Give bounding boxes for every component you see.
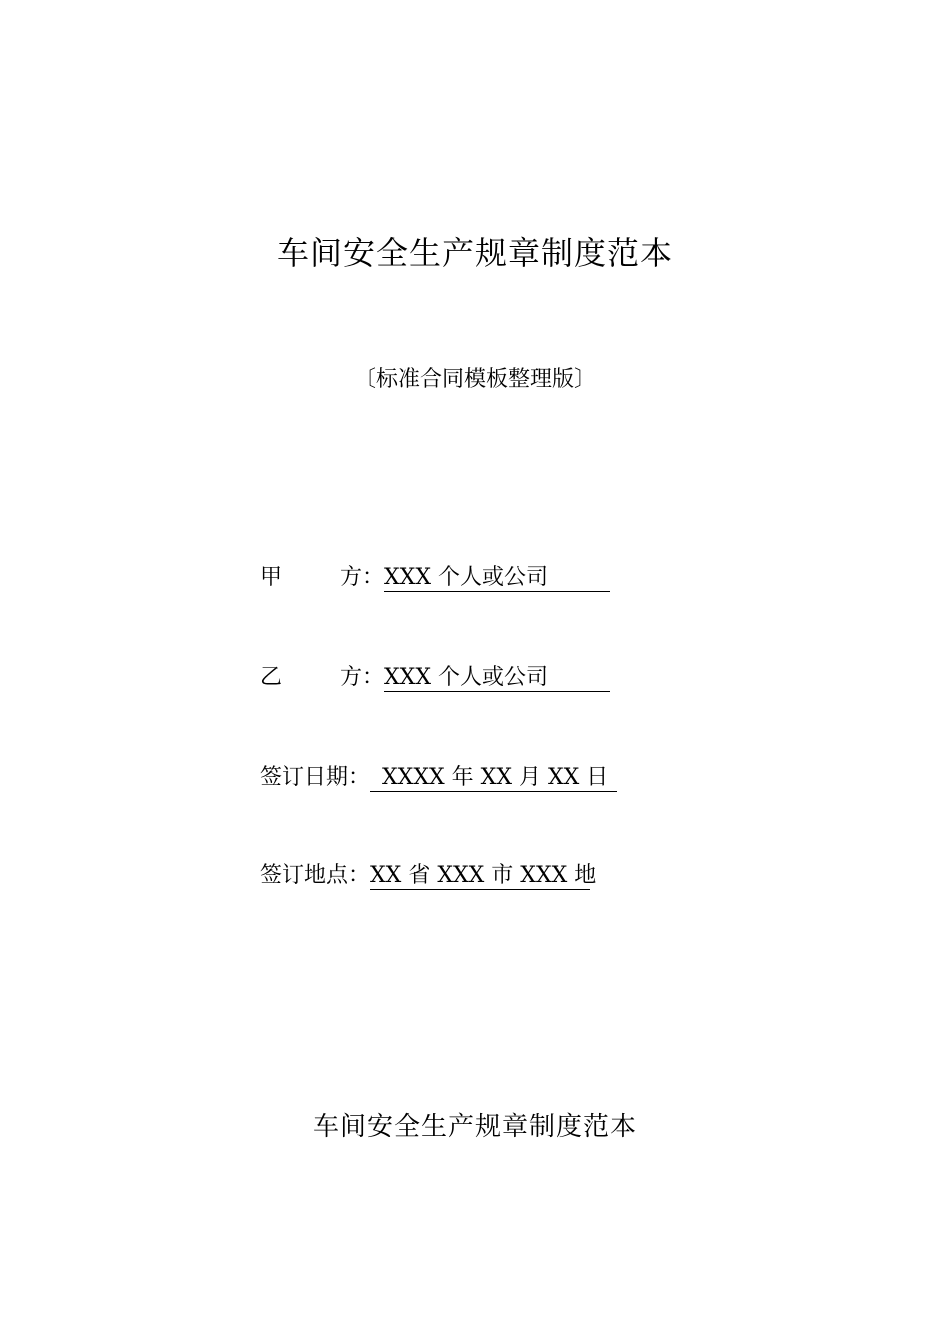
party-b-label-suffix: 方：	[340, 665, 385, 690]
document-subtitle: 〔标准合同模板整理版〕	[353, 367, 596, 392]
party-a-value[interactable]: XXX 个人或公司	[384, 565, 610, 592]
sign-place-field	[260, 858, 597, 890]
party-a-field	[260, 560, 610, 592]
footer-title: 车间安全生产规章制度范本	[312, 1112, 637, 1142]
sign-date-field	[260, 760, 617, 792]
sign-date-label: 签订日期：	[260, 765, 371, 790]
party-b-label: 乙	[260, 665, 283, 690]
sign-place-label: 签订地点：	[260, 863, 371, 888]
party-b-value[interactable]: XXX 个人或公司	[384, 665, 610, 692]
sign-date-value[interactable]: XXXX 年 XX 月 XX 日	[370, 765, 617, 792]
party-b-field	[260, 660, 610, 692]
party-a-label-suffix: 方：	[340, 565, 385, 590]
document-title: 车间安全生产规章制度范本	[276, 234, 673, 272]
sign-place-value[interactable]: XX 省 XXX 市 XXX 地	[370, 863, 597, 888]
party-a-label: 甲	[260, 565, 283, 590]
